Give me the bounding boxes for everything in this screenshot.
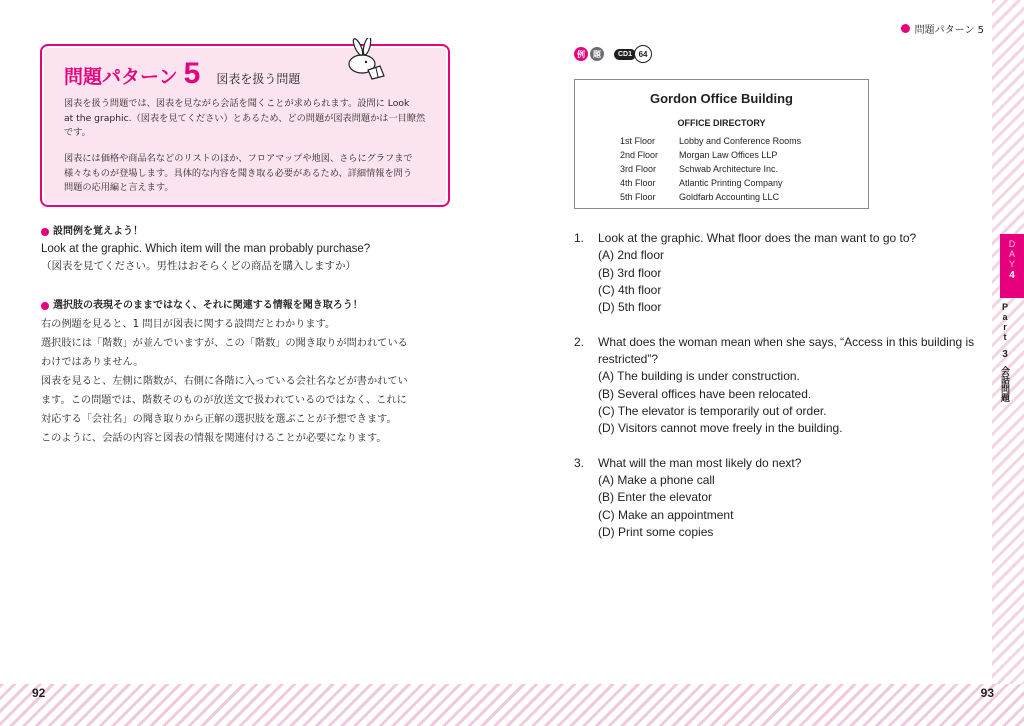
day-letter: D xyxy=(1008,239,1016,249)
question-stem xyxy=(574,230,994,247)
pattern-title: 問題パターン xyxy=(64,66,178,88)
section-heading-text: 設問例を覚えよう！ xyxy=(53,226,143,237)
page-number-left: 92 xyxy=(32,686,46,700)
question-1 xyxy=(574,230,994,316)
directory-row xyxy=(620,176,801,190)
page-number-right: 93 xyxy=(980,686,994,700)
day-number: 4 xyxy=(1009,270,1015,281)
answer-option: (B) 3rd floor xyxy=(598,265,662,280)
text-line: 様々なものが登場します。具体的な内容を聞き取る必要があるため、詳細情報を問う xyxy=(64,167,413,179)
pattern-number: 5 xyxy=(183,57,201,90)
tenant-name: Schwab Architecture Inc. xyxy=(679,164,779,174)
cd-track-badge xyxy=(614,45,652,63)
cd-track-number: 64 xyxy=(634,45,652,63)
directory-rows xyxy=(620,134,801,204)
bullet-dot-icon xyxy=(41,228,49,236)
example-question-english: Look at the graphic. Which item will the man probably purchase? xyxy=(41,242,371,255)
office-directory-graphic xyxy=(574,79,869,209)
floor-label: 3rd Floor xyxy=(620,164,657,174)
floor-label: 5th Floor xyxy=(620,192,656,202)
answer-option: (A) The building is under construction. xyxy=(598,369,800,384)
answer-option: (C) The elevator is temporarily out of order. xyxy=(598,403,827,418)
answer-option: (D) Print some copies xyxy=(598,525,714,540)
text-line: 図表には価格や商品名などのリストのほか、フロアマップや地図、さらにグラフまで xyxy=(64,153,413,164)
body-line: わけではありません。 xyxy=(41,356,144,368)
question-stem xyxy=(574,334,994,369)
directory-title: Gordon Office Building xyxy=(650,91,793,106)
cd-label: CD1 xyxy=(614,49,636,60)
body-line: このように、会話の内容と図表の情報を関連付けることが必要になります。 xyxy=(41,432,387,444)
part-letter: t xyxy=(1003,332,1007,342)
question-text: What will the man most likely do next? xyxy=(598,455,802,470)
part-tab xyxy=(998,302,1012,402)
section-heading-text: 選択肢の表現そのままではなく、それに関連する情報を聞き取ろう！ xyxy=(53,300,363,311)
tenant-name: Goldfarb Accounting LLC xyxy=(679,192,780,202)
bottom-stripe-band xyxy=(0,684,1024,726)
part-number: 3 xyxy=(1002,349,1008,360)
part-letter: r xyxy=(1003,322,1007,332)
answer-option: (C) 4th floor xyxy=(598,282,662,297)
answer-option: (A) 2nd floor xyxy=(598,248,665,263)
example-badges xyxy=(574,45,652,63)
day-letter: A xyxy=(1008,249,1015,259)
floor-label: 4th Floor xyxy=(620,178,656,188)
question-text: What does the woman mean when she says, “Access in this building is restricted”? xyxy=(598,334,975,367)
question-number: 1. xyxy=(574,231,585,245)
answer-option: (D) 5th floor xyxy=(598,300,662,315)
body-line: 対応する「会社名」の聞き取りから正解の選択肢を選ぶことが予想できます。 xyxy=(41,413,397,425)
bullet-dot-icon xyxy=(41,302,49,310)
directory-row xyxy=(620,190,801,204)
text-line: at the graphic.（図表を見てください）とあるため、どの問題が図表問題かは一目瞭然 xyxy=(64,112,426,124)
body-line: 右の例題を見ると、1 問目が図表に関する設問だとわかります。 xyxy=(41,318,336,330)
answer-option: (C) Make an appointment xyxy=(598,507,734,522)
pattern-heading xyxy=(64,57,301,90)
body-line: 図表を見ると、左側に階数が、右側に各階に入っている会社名などが書かれてい xyxy=(41,375,408,387)
bullet-dot-icon xyxy=(901,24,910,33)
answer-option: (A) Make a phone call xyxy=(598,473,715,488)
directory-row xyxy=(620,162,801,176)
pattern-subtitle: 図表を扱う問題 xyxy=(216,72,301,86)
pattern-paragraph-1 xyxy=(64,97,444,141)
directory-row xyxy=(620,134,801,148)
question-list xyxy=(574,230,994,559)
day-letter: Y xyxy=(1008,259,1015,269)
question-number: 3. xyxy=(574,455,585,470)
part-letter: P xyxy=(1001,302,1008,312)
running-head xyxy=(901,21,984,36)
question-2 xyxy=(574,334,994,438)
question-number: 2. xyxy=(574,334,585,349)
example-question-japanese: （図表を見てください。男性はおそらくどの商品を購入しますか） xyxy=(41,260,356,272)
body-line: 選択肢には「階数」が並んでいますが、この「階数」の聞き取りが問われている xyxy=(41,337,408,349)
answer-option: (B) Enter the elevator xyxy=(598,490,713,505)
directory-subtitle: OFFICE DIRECTORY xyxy=(677,118,766,128)
answer-option: (D) Visitors cannot move freely in the building. xyxy=(598,421,843,436)
tenant-name: Lobby and Conference Rooms xyxy=(679,136,802,146)
question-stem xyxy=(574,455,994,472)
tenant-name: Atlantic Printing Company xyxy=(679,178,783,188)
day-tab xyxy=(1000,234,1024,298)
section-heading xyxy=(41,223,461,241)
part-letter: a xyxy=(1002,312,1008,322)
text-line: 図表を扱う問題では、図表を見ながら会話を聞くことが求められます。設問に Look xyxy=(64,98,410,109)
pattern-paragraph-2 xyxy=(64,152,444,196)
floor-label: 1st Floor xyxy=(620,136,656,146)
text-line: 問題の応用編と言えます。 xyxy=(64,182,174,193)
running-head-text: 問題パターン 5 xyxy=(914,25,984,36)
pattern-box xyxy=(40,44,450,207)
body-line: ます。この問題では、階数そのものが放送文で扱われているのではなく、これに xyxy=(41,394,407,406)
part-label: 会話問題 xyxy=(999,366,1009,402)
question-example-section xyxy=(41,223,461,276)
listening-tip-section xyxy=(41,297,461,448)
floor-label: 2nd Floor xyxy=(620,150,659,160)
question-3 xyxy=(574,455,994,541)
text-line: です。 xyxy=(64,127,91,138)
section-heading xyxy=(41,297,461,315)
dai-badge: 題 xyxy=(590,47,604,61)
question-text: Look at the graphic. What floor does the man want to go to? xyxy=(598,231,917,245)
answer-option: (B) Several offices have been relocated. xyxy=(598,386,812,401)
rei-badge: 例 xyxy=(574,47,588,61)
directory-row xyxy=(620,148,801,162)
tenant-name: Morgan Law Offices LLP xyxy=(679,150,778,160)
rabbit-reading-icon xyxy=(340,38,396,80)
